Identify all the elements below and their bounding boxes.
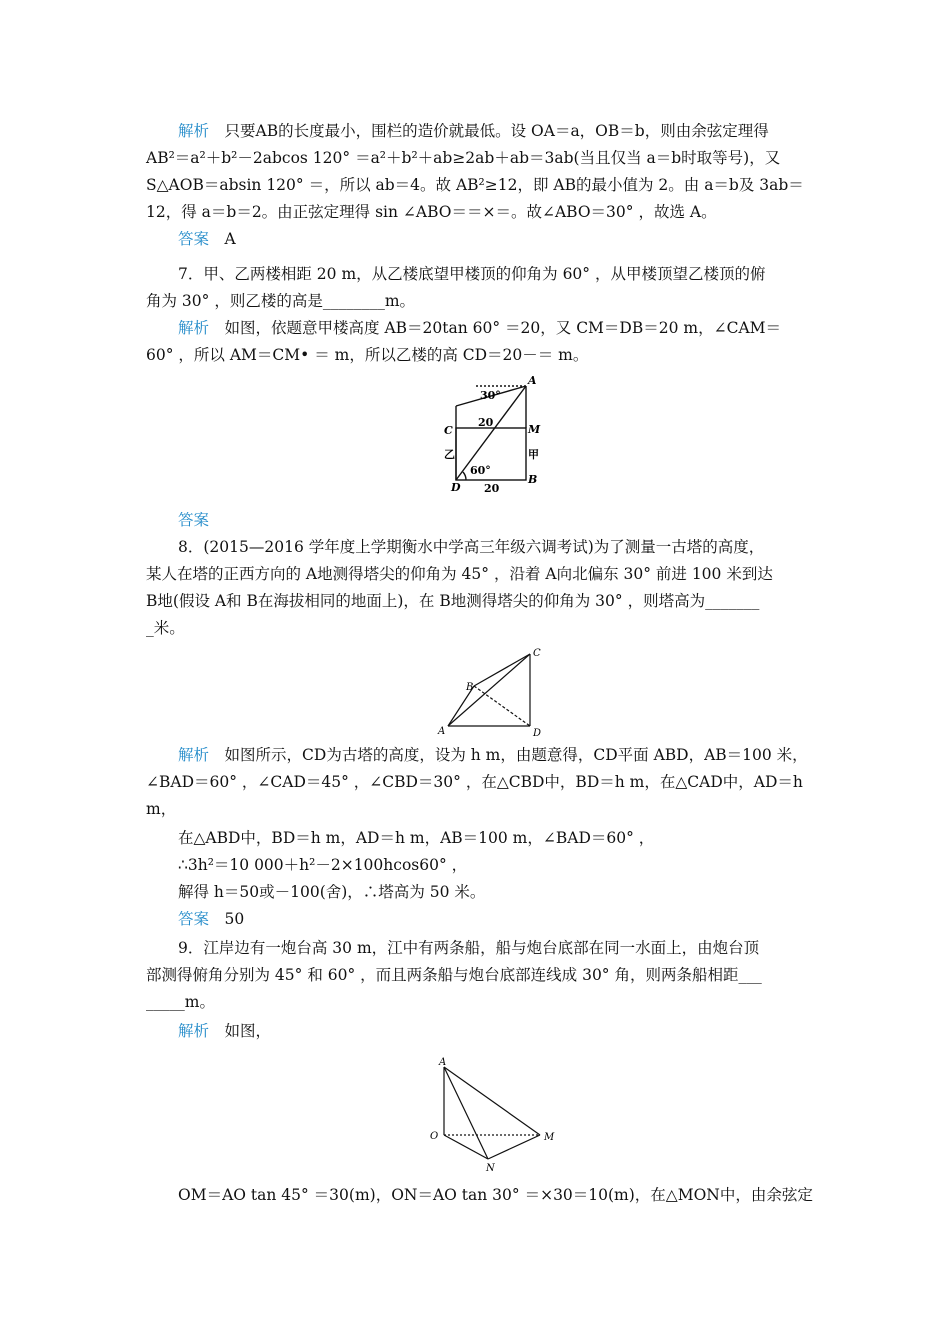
label-B: B xyxy=(466,682,474,693)
q8-line1: 8．(2015—2016 学年度上学期衡水中学高三年级六调考试)为了测量一古塔的高度， xyxy=(178,538,765,556)
p6-solution-line3: S△AOB＝absin 120° ＝，所以 ab＝4。故 AB²≥12，即 AB的最小值为 2。由 a＝b及 3ab＝ xyxy=(146,176,804,194)
q8-solution-line5: ∴3h²＝10 000＋h²－2×100hcos60° ， xyxy=(178,856,468,874)
label-O: O xyxy=(430,1131,439,1142)
label-20-base: 20 xyxy=(484,482,500,495)
label-D: D xyxy=(451,481,461,494)
p6-solution-line1 xyxy=(178,118,838,145)
edge-BC xyxy=(474,654,530,686)
edge-AN xyxy=(444,1067,488,1159)
q8-solution-line1 xyxy=(178,742,838,769)
label-C: C xyxy=(444,424,453,437)
q8-line3: B地(假设 A和 B在海拔相同的地面上)，在 B地测得塔尖的仰角为 30° ，则塔高为_______ xyxy=(146,592,760,610)
label-B: B xyxy=(528,473,538,486)
answer-label: 答案 xyxy=(178,230,210,248)
p6-solution-line2: AB²＝a²＋b²－2abcos 120° ＝a²＋b²＋ab≥2ab＋ab＝3ab(当且仅当 a＝b时取等号)，又 xyxy=(146,149,781,167)
solution-label: 解析 xyxy=(178,746,210,764)
edge-AC xyxy=(448,654,530,726)
solution-label: 解析 xyxy=(178,1022,210,1040)
edge-NM xyxy=(488,1135,540,1159)
label-N: N xyxy=(486,1163,495,1174)
angle-arc xyxy=(463,472,466,480)
text: 如图，依题意甲楼高度 AB＝20tan 60° ＝20，又 CM＝DB＝20 m，∠CAM＝ xyxy=(224,319,782,337)
label-A: A xyxy=(438,726,446,737)
q7-line1: 7．甲、乙两楼相距 20 m，从乙楼底望甲楼顶的仰角为 60° ，从甲楼顶望乙楼顶的俯 xyxy=(178,265,766,283)
figure-tower xyxy=(436,644,546,738)
q9-solution-line1 xyxy=(178,1018,838,1045)
q9-solution-last: OM＝AO tan 45° ＝30(m)，ON＝AO tan 30° ＝×30＝10(m)，在△MON中，由余弦定 xyxy=(178,1186,813,1204)
label-M: M xyxy=(528,423,541,436)
label-A: A xyxy=(528,374,537,387)
label-D: D xyxy=(533,728,542,738)
q7-solution-line1 xyxy=(178,315,838,342)
angle-30: 30° xyxy=(480,389,501,402)
edge-AM xyxy=(444,1067,540,1135)
label-A: A xyxy=(439,1057,447,1068)
label-20-mid: 20 xyxy=(478,416,494,429)
label-jia: 甲 xyxy=(528,448,539,461)
edge-ON xyxy=(444,1135,488,1159)
q9-line1: 9．江岸边有一炮台高 30 m，江中有两条船，船与炮台底部在同一水面上，由炮台顶 xyxy=(178,939,760,957)
q8-solution-line4: 在△ABD中，BD＝h m，AD＝h m，AB＝100 m，∠BAD＝60° ， xyxy=(178,829,655,847)
text: 如图所示，CD为古塔的高度，设为 h m，由题意得，CD平面 ABD，AB＝100 米， xyxy=(224,746,808,764)
text: 如图， xyxy=(224,1022,272,1040)
lower-rectangle xyxy=(456,428,526,480)
q9-line2: 部测得俯角分别为 45° 和 60° ，而且两条船与炮台底部连线成 30° 角，则两条船相距___ xyxy=(146,966,762,984)
q7-line2: 角为 30° ，则乙楼的高是________m。 xyxy=(146,292,416,310)
p6-answer xyxy=(178,226,838,253)
q8-solution-line2: ∠BAD＝60° ，∠CAD＝45° ，∠CBD＝30° ，在△CBD中，BD＝h m，在△CAD中，AD＝h xyxy=(146,773,803,791)
q7-answer xyxy=(178,507,838,534)
q8-line2: 某人在塔的正西方向的 A地测得塔尖的仰角为 45° ，沿着 A向北偏东 30° 前进 100 米到达 xyxy=(146,565,773,583)
label-C: C xyxy=(533,648,541,659)
answer-label: 答案 xyxy=(178,511,210,529)
label-M: M xyxy=(544,1132,555,1143)
q8-solution-line3: m， xyxy=(146,800,177,818)
solution-label: 解析 xyxy=(178,122,210,140)
answer-value: 50 xyxy=(224,910,245,928)
q7-solution-line2: 60° ，所以 AM＝CM• ＝ m，所以乙楼的高 CD＝20－＝ m。 xyxy=(146,346,589,364)
p6-solution-line4: 12，得 a＝b＝2。由正弦定理得 sin ∠ABO＝＝×＝。故∠ABO＝30° ，故选 A。 xyxy=(146,203,717,221)
text: 只要AB的长度最小，围栏的造价就最低。设 OA＝a，OB＝b，则由余弦定理得 xyxy=(224,122,769,140)
figure-buildings xyxy=(436,372,546,497)
answer-value: A xyxy=(224,230,236,248)
q8-line4: _米。 xyxy=(146,619,185,637)
answer-label: 答案 xyxy=(178,910,210,928)
edge-BD xyxy=(474,686,530,726)
q8-answer xyxy=(178,906,838,933)
figure-fort xyxy=(422,1055,562,1175)
q9-line3: _____m。 xyxy=(146,993,215,1011)
label-yi: 乙 xyxy=(444,448,455,461)
solution-label: 解析 xyxy=(178,319,210,337)
angle-60: 60° xyxy=(470,464,491,477)
q8-solution-line6: 解得 h＝50或－100(舍)，∴塔高为 50 米。 xyxy=(178,883,486,901)
